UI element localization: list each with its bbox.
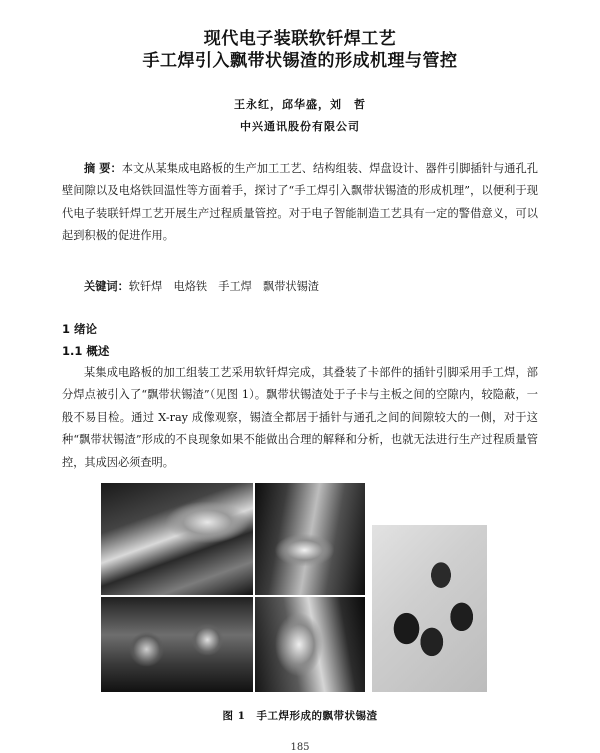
figure-photo-bottom-left xyxy=(101,597,253,692)
figure-photo-right-xray xyxy=(372,525,487,692)
subsection-heading: 1.1 概述 xyxy=(62,344,110,358)
figure-caption: 图 1 手工焊形成的飘带状锡渣 xyxy=(222,710,378,722)
section-heading: 1 绪论 xyxy=(62,322,98,336)
figure-photo-bottom-middle xyxy=(255,597,365,692)
paper-title-line2: 手工焊引入飘带状锡渣的形成机理与管控 xyxy=(142,51,458,71)
abstract-label: 摘 要： xyxy=(84,162,122,175)
body-paragraph: 某集成电路板的加工组装工艺采用软钎焊完成，其叠装了卡部件的插针引脚采用手工焊，部分焊点被引入了“飘带状锡渣”（见图 1）。飘带状锡渣处于子卡与主板之间的空隙内，较隐蔽，一般不易目检。通过 X-ray 成像观察，锡渣全都居于插针与通孔之间的间隙较大的一侧，对于这种“飘带状锡渣”形成的不良现象如果不能做出合理的解释和分析，也就无法进行生产过程质量管控，其成因必须查明。 xyxy=(62,366,538,469)
abstract xyxy=(62,158,538,248)
figure-photo-top-left xyxy=(101,483,253,595)
page-number: 185 xyxy=(290,742,310,753)
keywords-label: 关键词： xyxy=(84,280,129,293)
keywords xyxy=(84,276,538,298)
authors: 王永红，邱华盛，刘 哲 xyxy=(234,98,366,111)
figure-photo-top-middle xyxy=(255,483,365,595)
abstract-text: 本文从某集成电路板的生产加工工艺、结构组装、焊盘设计、器件引脚插针与通孔孔壁间隙以及电烙铁回温性等方面着手，探讨了“手工焊引入飘带状锡渣的形成机理”，以便利于现代电子装联钎焊工艺开展生产过程质量管控。对于电子智能制造工艺具有一定的警借意义，可以起到积极的促进作用。 xyxy=(62,162,538,243)
keywords-text: 软钎焊 电烙铁 手工焊 飘带状锡渣 xyxy=(128,280,319,293)
paper-title-line1: 现代电子装联软钎焊工艺 xyxy=(203,29,397,49)
organization: 中兴通讯股份有限公司 xyxy=(240,120,360,133)
